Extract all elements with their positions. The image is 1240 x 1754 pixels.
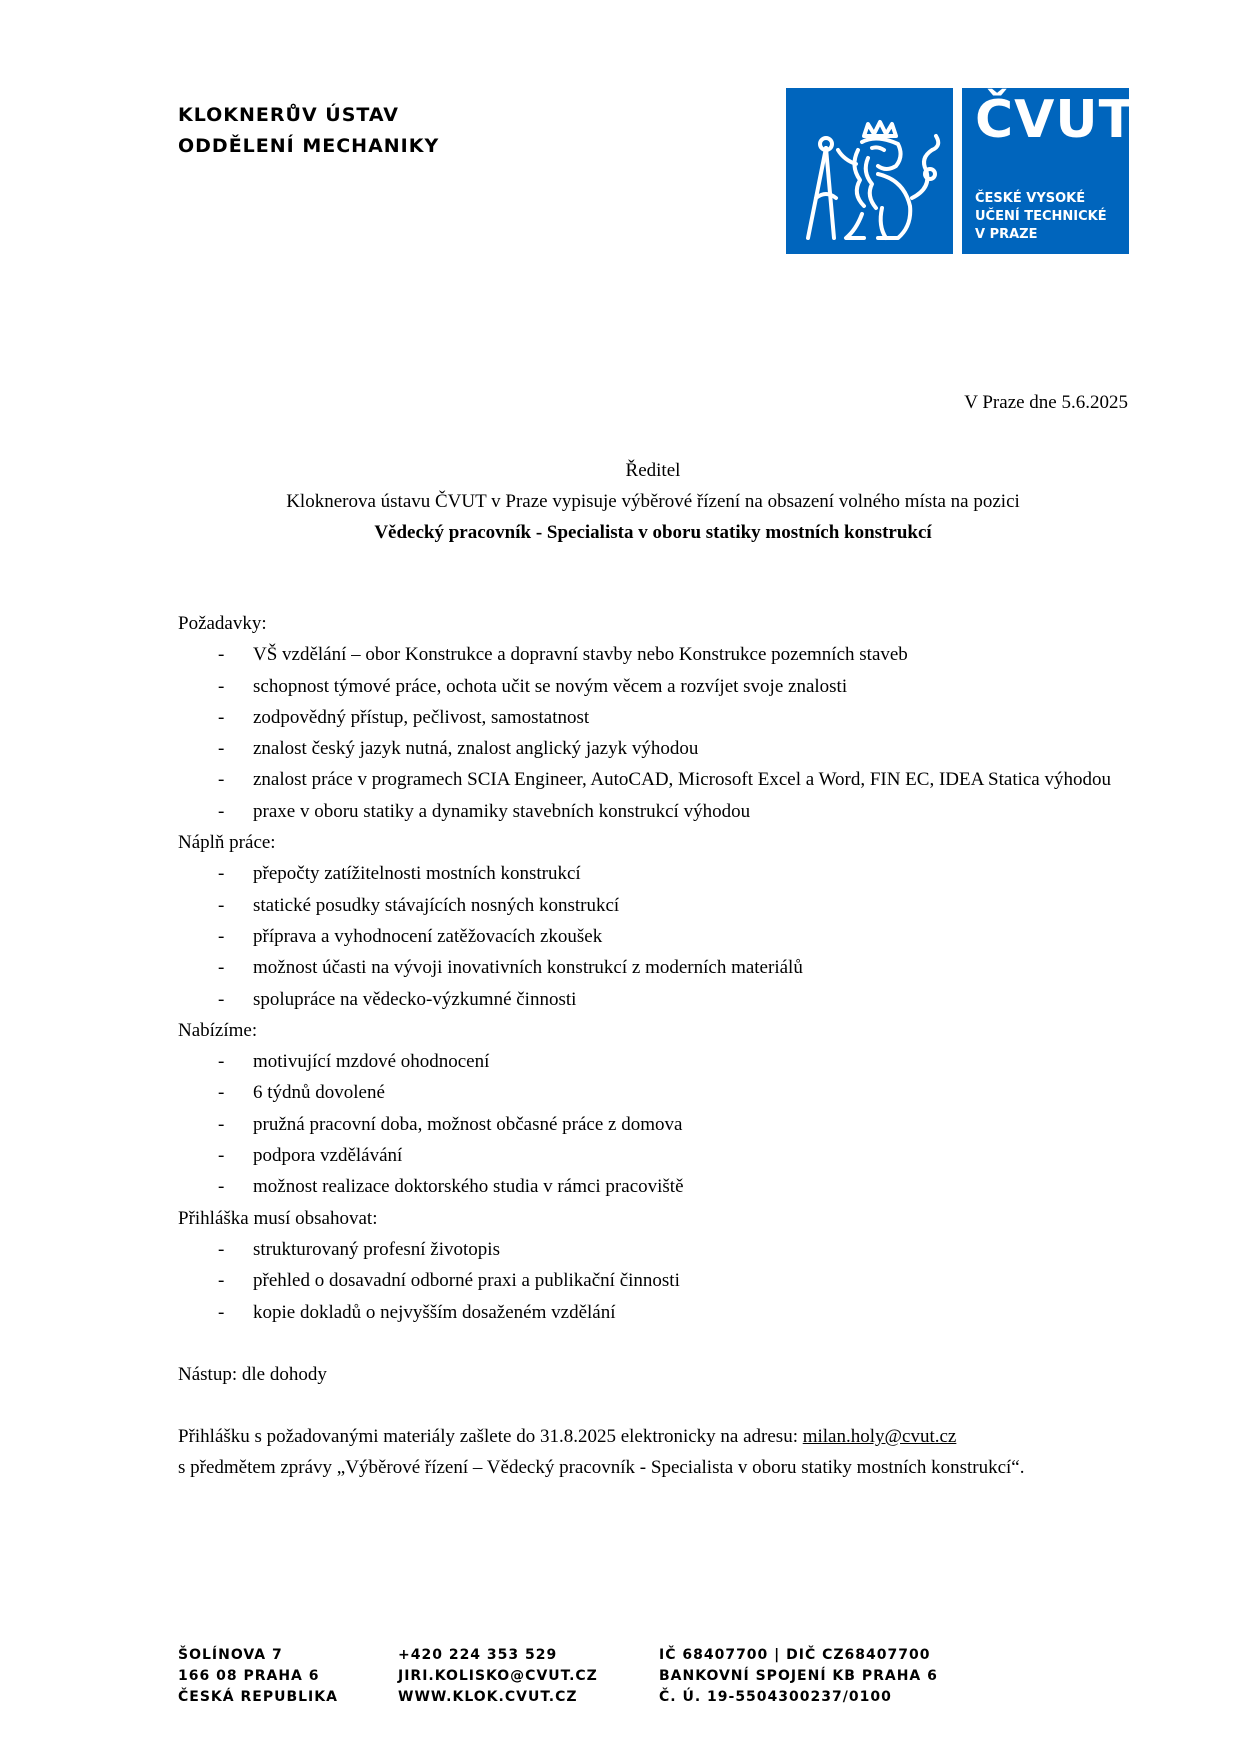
section-title: Přihláška musí obsahovat: [178, 1207, 378, 1229]
section-title: Náplň práce: [178, 832, 276, 854]
intro-text: Kloknerova ústavu ČVUT v Praze vypisuje výběrové řízení na obsazení volného místa na pozici [286, 491, 1020, 512]
organization-header [178, 100, 439, 162]
offer-list [178, 1046, 1128, 1202]
list-item: - motivující mzdové ohodnocení [218, 1051, 490, 1073]
announcement-intro [178, 455, 1128, 548]
position-title: Vědecký pracovník - Specialista v oboru statiky mostních konstrukcí [374, 522, 932, 543]
footer-line: IČ 68407700 | DIČ CZ68407700 [659, 1647, 931, 1663]
section-title: Nabízíme: [178, 1019, 258, 1041]
list-item: - statické posudky stávajících nosných konstrukcí [218, 894, 620, 916]
list-item: - přehled o dosavadní odborné praxi a publikační činnosti [218, 1270, 680, 1292]
footer-phone: +420 224 353 529 [398, 1647, 558, 1663]
list-item: - spolupráce na vědecko-výzkumné činnosti [218, 988, 577, 1010]
department-name: ODDĚLENÍ MECHANIKY [178, 135, 440, 157]
list-item: - strukturovaný profesní životopis [218, 1238, 500, 1260]
list-item: - podpora vzdělávání [218, 1145, 403, 1167]
application-list [178, 1234, 1128, 1328]
intro-heading: Ředitel [625, 460, 681, 481]
lion-emblem-icon [786, 88, 953, 254]
list-item: - možnost realizace doktorského studia v rámci pracoviště [218, 1176, 684, 1198]
list-item: - možnost účasti na vývoji inovativních konstrukcí z moderních materiálů [218, 957, 803, 979]
footer-line: ŠOLÍNOVA 7 [178, 1647, 283, 1663]
list-item: - schopnost týmové práce, ochota učit se novým věcem a rozvíjet svoje znalosti [218, 675, 848, 697]
section-title: Požadavky: [178, 613, 267, 634]
university-name-line: V PRAZE [975, 227, 1038, 242]
university-full-name [975, 190, 1107, 244]
application-instructions [178, 1421, 1128, 1484]
university-name-line: ČESKÉ VYSOKÉ [975, 191, 1086, 206]
list-item: - znalost český jazyk nutná, znalost anglický jazyk výhodou [218, 738, 699, 760]
footer-website: WWW.KLOK.CVUT.CZ [398, 1689, 578, 1705]
footer-contact [398, 1645, 598, 1708]
institute-name: KLOKNERŮV ÚSTAV [178, 104, 400, 126]
section-requirements [178, 608, 1128, 827]
list-item: - přepočty zatížitelnosti mostních konstrukcí [218, 863, 581, 885]
footer-line: BANKOVNÍ SPOJENÍ KB PRAHA 6 [659, 1668, 938, 1684]
section-application-contents [178, 1203, 1128, 1328]
list-item: - 6 týdnů dovolené [218, 1082, 385, 1104]
section-job-duties [178, 827, 1128, 1015]
requirements-list [178, 639, 1128, 827]
list-item: - VŠ vzdělání – obor Konstrukce a dopravní stavby nebo Konstrukce pozemních staveb [218, 644, 908, 666]
subject-line: s předmětem zprávy „Výběrové řízení – Vědecký pracovník - Specialista v oboru statiky mostních konstrukcí“. [178, 1457, 1025, 1479]
email-link[interactable]: milan.holy@cvut.cz [802, 1426, 957, 1448]
date-line: V Praze dne 5.6.2025 [964, 392, 1128, 413]
university-abbreviation: ČVUT [975, 90, 1136, 150]
footer-email: JIRI.KOLISKO@CVUT.CZ [398, 1668, 598, 1684]
list-item: - příprava a vyhodnocení zatěžovacích zkoušek [218, 925, 603, 947]
cvut-logo [786, 88, 1136, 254]
footer-address [178, 1645, 338, 1708]
start-date: Nástup: dle dohody [178, 1363, 327, 1385]
section-offer [178, 1015, 1128, 1203]
list-item: - zodpovědný přístup, pečlivost, samostatnost [218, 706, 590, 728]
footer-line: ČESKÁ REPUBLIKA [178, 1689, 338, 1705]
list-item: - pružná pracovní doba, možnost občasné práce z domova [218, 1113, 683, 1135]
document-body [178, 608, 1128, 1484]
footer-line: 166 08 PRAHA 6 [178, 1668, 320, 1684]
university-name-block [962, 88, 1136, 254]
list-item: - praxe v oboru statiky a dynamiky stavebních konstrukcí výhodou [218, 800, 751, 822]
footer-company-info [659, 1645, 938, 1708]
duties-list [178, 858, 1128, 1014]
footer-line: Č. Ú. 19-5504300237/0100 [659, 1689, 892, 1705]
list-item: - znalost práce v programech SCIA Engineer, AutoCAD, Microsoft Excel a Word, FIN EC, IDEA Statica výhodou [218, 769, 1111, 791]
university-name-line: UČENÍ TECHNICKÉ [975, 209, 1107, 224]
application-text: Přihlášku s požadovanými materiály zašlete do 31.8.2025 elektronicky na adresu: [178, 1426, 803, 1448]
list-item: - kopie dokladů o nejvyšším dosaženém vzdělání [218, 1301, 616, 1323]
